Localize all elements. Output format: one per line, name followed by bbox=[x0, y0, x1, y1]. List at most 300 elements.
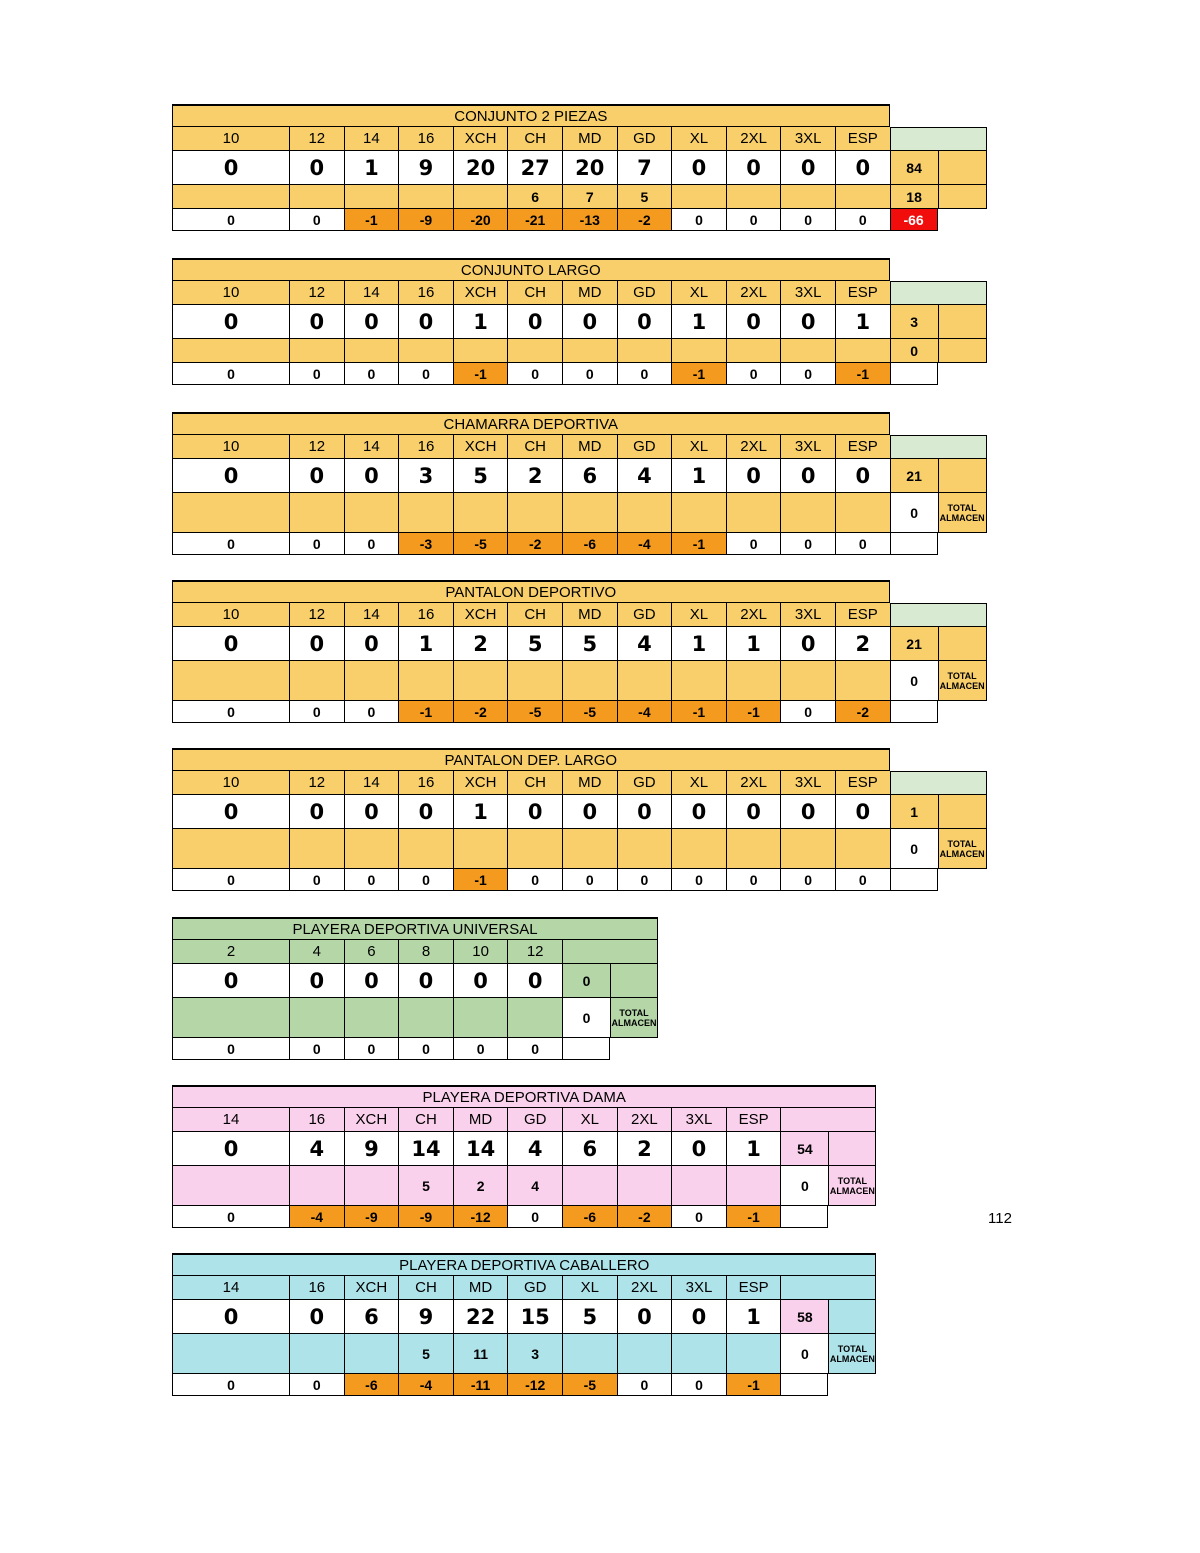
sub-total: 0 bbox=[890, 829, 938, 869]
total-almacen-label: TOTAL ALMACEN bbox=[828, 1166, 876, 1206]
block-title: PANTALON DEP. LARGO bbox=[172, 748, 890, 771]
main-qty: 9 bbox=[398, 1300, 453, 1334]
sub-qty bbox=[671, 829, 726, 869]
size-header: 8 bbox=[398, 940, 453, 964]
summary-header bbox=[890, 435, 987, 459]
main-qty: 0 bbox=[507, 964, 562, 998]
total-side-cell bbox=[938, 627, 987, 661]
summary-header bbox=[890, 603, 987, 627]
sub-qty bbox=[453, 829, 508, 869]
sub-qty bbox=[617, 339, 672, 363]
main-qty: 2 bbox=[453, 627, 508, 661]
diff-qty: 0 bbox=[172, 209, 289, 231]
size-header: MD bbox=[453, 1276, 508, 1300]
sub-qty bbox=[398, 998, 453, 1038]
diff-qty: 0 bbox=[172, 533, 289, 555]
sub-qty bbox=[780, 185, 835, 209]
main-qty: 0 bbox=[726, 459, 781, 493]
size-header: GD bbox=[507, 1108, 562, 1132]
sub-qty bbox=[726, 339, 781, 363]
main-qty: 0 bbox=[289, 795, 344, 829]
size-header: 14 bbox=[344, 435, 399, 459]
block-title: PLAYERA DEPORTIVA CABALLERO bbox=[172, 1253, 876, 1276]
diff-qty: -4 bbox=[289, 1206, 344, 1228]
diff-qty: -12 bbox=[453, 1206, 508, 1228]
sub-qty bbox=[562, 661, 617, 701]
sub-qty bbox=[726, 661, 781, 701]
main-qty: 9 bbox=[344, 1132, 399, 1166]
size-header: MD bbox=[453, 1108, 508, 1132]
sub-qty bbox=[835, 493, 890, 533]
main-qty: 1 bbox=[344, 151, 399, 185]
diff-qty: -9 bbox=[398, 209, 453, 231]
diff-qty: 0 bbox=[289, 1374, 344, 1396]
sub-qty bbox=[398, 185, 453, 209]
diff-total bbox=[780, 1374, 828, 1396]
diff-qty: -4 bbox=[617, 533, 672, 555]
size-header: 10 bbox=[172, 771, 289, 795]
sub-qty bbox=[289, 998, 344, 1038]
summary-header bbox=[780, 1108, 876, 1132]
total-side-cell bbox=[938, 459, 987, 493]
sub-qty bbox=[172, 185, 289, 209]
total-side-cell bbox=[610, 964, 658, 998]
total-almacen-label: TOTAL ALMACEN bbox=[938, 493, 987, 533]
sub-total: 0 bbox=[890, 661, 938, 701]
main-qty: 9 bbox=[398, 151, 453, 185]
diff-qty: 0 bbox=[172, 1038, 289, 1060]
size-header: 2XL bbox=[726, 281, 781, 305]
diff-qty: 0 bbox=[344, 1038, 399, 1060]
sub-qty: 7 bbox=[562, 185, 617, 209]
diff-qty: -6 bbox=[344, 1374, 399, 1396]
size-header: 2 bbox=[172, 940, 289, 964]
diff-qty: -1 bbox=[453, 869, 508, 891]
main-qty: 0 bbox=[835, 459, 890, 493]
summary-header bbox=[890, 281, 987, 305]
main-qty: 0 bbox=[671, 151, 726, 185]
diff-qty: 0 bbox=[172, 363, 289, 385]
block-title: CHAMARRA DEPORTIVA bbox=[172, 412, 890, 435]
size-header: XCH bbox=[344, 1276, 399, 1300]
main-qty: 0 bbox=[344, 795, 399, 829]
sub-qty bbox=[344, 998, 399, 1038]
size-header: 14 bbox=[344, 127, 399, 151]
diff-qty: -20 bbox=[453, 209, 508, 231]
diff-qty: -12 bbox=[507, 1374, 562, 1396]
sub-qty bbox=[453, 339, 508, 363]
main-qty: 0 bbox=[671, 1132, 726, 1166]
sub-total: 0 bbox=[562, 998, 610, 1038]
diff-qty: 0 bbox=[344, 363, 399, 385]
diff-total bbox=[890, 869, 938, 891]
sub-qty bbox=[344, 339, 399, 363]
sub-qty bbox=[172, 1166, 289, 1206]
size-header: 4 bbox=[289, 940, 344, 964]
size-header: XL bbox=[562, 1276, 617, 1300]
size-header: XL bbox=[671, 127, 726, 151]
main-qty: 3 bbox=[398, 459, 453, 493]
size-header: 16 bbox=[398, 771, 453, 795]
main-qty: 6 bbox=[562, 459, 617, 493]
size-header: GD bbox=[617, 603, 672, 627]
size-header: 16 bbox=[398, 603, 453, 627]
diff-qty: -1 bbox=[671, 363, 726, 385]
sub-qty: 5 bbox=[398, 1334, 453, 1374]
main-qty: 0 bbox=[617, 795, 672, 829]
main-qty: 0 bbox=[780, 151, 835, 185]
diff-qty: -2 bbox=[617, 209, 672, 231]
sub-qty bbox=[453, 661, 508, 701]
size-header: ESP bbox=[835, 603, 890, 627]
diff-qty: -1 bbox=[398, 701, 453, 723]
size-header: CH bbox=[398, 1108, 453, 1132]
size-header: 3XL bbox=[671, 1108, 726, 1132]
main-qty: 0 bbox=[398, 305, 453, 339]
main-qty: 0 bbox=[172, 964, 289, 998]
size-header: 3XL bbox=[780, 603, 835, 627]
summary-header bbox=[562, 940, 658, 964]
total-side-cell bbox=[938, 151, 987, 185]
diff-qty: 0 bbox=[671, 209, 726, 231]
diff-qty: -1 bbox=[453, 363, 508, 385]
sub-qty bbox=[453, 998, 508, 1038]
diff-total bbox=[562, 1038, 610, 1060]
main-qty: 4 bbox=[507, 1132, 562, 1166]
sub-qty bbox=[344, 661, 399, 701]
total-almacen-label: TOTAL ALMACEN bbox=[938, 829, 987, 869]
sub-qty: 4 bbox=[507, 1166, 562, 1206]
main-qty: 1 bbox=[726, 1132, 781, 1166]
size-header: GD bbox=[617, 771, 672, 795]
sub-qty bbox=[726, 185, 781, 209]
main-qty: 0 bbox=[172, 305, 289, 339]
diff-qty: 0 bbox=[289, 363, 344, 385]
sub-qty bbox=[562, 829, 617, 869]
diff-qty: -2 bbox=[617, 1206, 672, 1228]
total-almacen-label: TOTAL ALMACEN bbox=[610, 998, 658, 1038]
sub-qty bbox=[289, 661, 344, 701]
sub-qty bbox=[562, 493, 617, 533]
diff-qty: -1 bbox=[726, 1206, 781, 1228]
diff-qty: 0 bbox=[617, 363, 672, 385]
sub-total: 0 bbox=[780, 1166, 828, 1206]
diff-qty: -3 bbox=[398, 533, 453, 555]
diff-qty: 0 bbox=[507, 363, 562, 385]
diff-qty: 0 bbox=[835, 533, 890, 555]
diff-qty: 0 bbox=[289, 701, 344, 723]
main-qty: 0 bbox=[726, 151, 781, 185]
sub-qty bbox=[289, 339, 344, 363]
main-qty: 2 bbox=[507, 459, 562, 493]
diff-qty: -9 bbox=[344, 1206, 399, 1228]
diff-qty: 0 bbox=[172, 1374, 289, 1396]
size-header: 10 bbox=[453, 940, 508, 964]
diff-qty: 0 bbox=[617, 1374, 672, 1396]
diff-qty: -1 bbox=[835, 363, 890, 385]
size-header: XL bbox=[671, 603, 726, 627]
main-qty: 4 bbox=[617, 459, 672, 493]
diff-qty: -6 bbox=[562, 1206, 617, 1228]
sub-qty bbox=[562, 1166, 617, 1206]
sub-qty bbox=[835, 829, 890, 869]
main-qty: 0 bbox=[289, 305, 344, 339]
size-header: ESP bbox=[835, 771, 890, 795]
diff-qty: 0 bbox=[507, 1206, 562, 1228]
diff-qty: -13 bbox=[562, 209, 617, 231]
main-qty: 0 bbox=[780, 305, 835, 339]
total-side-cell bbox=[828, 1132, 876, 1166]
diff-qty: -1 bbox=[726, 1374, 781, 1396]
main-qty: 0 bbox=[726, 305, 781, 339]
size-header: CH bbox=[507, 435, 562, 459]
diff-qty: 0 bbox=[780, 701, 835, 723]
size-header: 2XL bbox=[726, 603, 781, 627]
main-qty: 15 bbox=[507, 1300, 562, 1334]
main-qty: 0 bbox=[835, 151, 890, 185]
size-header: XCH bbox=[344, 1108, 399, 1132]
main-qty: 0 bbox=[617, 1300, 672, 1334]
sub-total: 18 bbox=[890, 185, 938, 209]
main-qty: 1 bbox=[726, 627, 781, 661]
total-almacen-label: TOTAL ALMACEN bbox=[938, 661, 987, 701]
diff-qty: 0 bbox=[835, 869, 890, 891]
sub-qty bbox=[172, 493, 289, 533]
main-qty: 27 bbox=[507, 151, 562, 185]
size-header: XL bbox=[671, 771, 726, 795]
summary-header bbox=[890, 127, 987, 151]
diff-qty: 0 bbox=[726, 869, 781, 891]
diff-total bbox=[890, 363, 938, 385]
main-qty: 0 bbox=[726, 795, 781, 829]
sub-qty bbox=[617, 661, 672, 701]
main-qty: 0 bbox=[562, 795, 617, 829]
size-header: GD bbox=[617, 281, 672, 305]
sub-qty bbox=[780, 493, 835, 533]
main-qty: 0 bbox=[835, 795, 890, 829]
size-header: ESP bbox=[835, 435, 890, 459]
sub-qty bbox=[507, 661, 562, 701]
size-header: CH bbox=[507, 771, 562, 795]
sub-qty bbox=[780, 661, 835, 701]
diff-qty: 0 bbox=[780, 209, 835, 231]
size-header: XCH bbox=[453, 281, 508, 305]
main-qty: 7 bbox=[617, 151, 672, 185]
total-side-cell bbox=[828, 1300, 876, 1334]
size-header: 3XL bbox=[780, 281, 835, 305]
sub-qty bbox=[344, 493, 399, 533]
main-qty: 6 bbox=[562, 1132, 617, 1166]
diff-qty: 0 bbox=[617, 869, 672, 891]
size-header: 16 bbox=[289, 1108, 344, 1132]
main-qty: 0 bbox=[289, 459, 344, 493]
size-header: 2XL bbox=[726, 771, 781, 795]
sub-qty bbox=[780, 829, 835, 869]
main-qty: 0 bbox=[289, 627, 344, 661]
total-qty: 3 bbox=[890, 305, 938, 339]
size-header: GD bbox=[507, 1276, 562, 1300]
diff-qty: -6 bbox=[562, 533, 617, 555]
size-header: MD bbox=[562, 127, 617, 151]
main-qty: 0 bbox=[671, 795, 726, 829]
size-header: 10 bbox=[172, 435, 289, 459]
sub-qty bbox=[344, 185, 399, 209]
diff-qty: 0 bbox=[671, 869, 726, 891]
sub-qty: 11 bbox=[453, 1334, 508, 1374]
size-header: MD bbox=[562, 603, 617, 627]
sub-qty bbox=[398, 339, 453, 363]
main-qty: 0 bbox=[671, 1300, 726, 1334]
sub-qty bbox=[507, 493, 562, 533]
main-qty: 1 bbox=[671, 627, 726, 661]
main-qty: 0 bbox=[507, 305, 562, 339]
main-qty: 0 bbox=[344, 964, 399, 998]
diff-qty: 0 bbox=[671, 1206, 726, 1228]
main-qty: 1 bbox=[398, 627, 453, 661]
diff-qty: -2 bbox=[835, 701, 890, 723]
size-header: GD bbox=[617, 435, 672, 459]
main-qty: 5 bbox=[562, 627, 617, 661]
diff-qty: -21 bbox=[507, 209, 562, 231]
main-qty: 1 bbox=[835, 305, 890, 339]
diff-qty: 0 bbox=[507, 1038, 562, 1060]
total-qty: 58 bbox=[780, 1300, 828, 1334]
diff-total bbox=[890, 533, 938, 555]
size-header: XCH bbox=[453, 771, 508, 795]
diff-qty: 0 bbox=[835, 209, 890, 231]
sub-qty bbox=[289, 1166, 344, 1206]
sub-qty bbox=[344, 1166, 399, 1206]
size-header: 10 bbox=[172, 281, 289, 305]
size-header: 12 bbox=[289, 603, 344, 627]
size-header: 14 bbox=[344, 771, 399, 795]
sub-qty bbox=[835, 339, 890, 363]
sub-qty: 5 bbox=[398, 1166, 453, 1206]
size-header: 14 bbox=[172, 1108, 289, 1132]
size-header: 3XL bbox=[780, 127, 835, 151]
diff-total bbox=[780, 1206, 828, 1228]
sub-qty bbox=[562, 339, 617, 363]
size-header: CH bbox=[507, 281, 562, 305]
size-header: 14 bbox=[344, 603, 399, 627]
size-header: CH bbox=[398, 1276, 453, 1300]
sub-qty: 2 bbox=[453, 1166, 508, 1206]
size-header: XL bbox=[671, 281, 726, 305]
diff-qty: 0 bbox=[398, 869, 453, 891]
sub-qty bbox=[453, 185, 508, 209]
sub-qty bbox=[835, 185, 890, 209]
size-header: 3XL bbox=[780, 435, 835, 459]
size-header: 12 bbox=[289, 281, 344, 305]
size-header: MD bbox=[562, 771, 617, 795]
size-header: 3XL bbox=[780, 771, 835, 795]
sub-qty bbox=[671, 339, 726, 363]
size-header: 2XL bbox=[617, 1108, 672, 1132]
size-header: 14 bbox=[172, 1276, 289, 1300]
main-qty: 0 bbox=[172, 627, 289, 661]
diff-qty: -5 bbox=[507, 701, 562, 723]
sub-qty bbox=[289, 829, 344, 869]
size-header: 12 bbox=[289, 771, 344, 795]
size-header: ESP bbox=[726, 1276, 781, 1300]
main-qty: 0 bbox=[289, 964, 344, 998]
main-qty: 14 bbox=[398, 1132, 453, 1166]
sub-qty bbox=[172, 1334, 289, 1374]
diff-qty: -2 bbox=[453, 701, 508, 723]
size-header: 10 bbox=[172, 603, 289, 627]
sub-qty bbox=[562, 1334, 617, 1374]
size-header: 2XL bbox=[726, 435, 781, 459]
diff-qty: -1 bbox=[344, 209, 399, 231]
size-header: CH bbox=[507, 603, 562, 627]
size-header: ESP bbox=[835, 127, 890, 151]
diff-total: -66 bbox=[890, 209, 938, 231]
size-header: MD bbox=[562, 435, 617, 459]
diff-qty: 0 bbox=[780, 533, 835, 555]
diff-qty: 0 bbox=[344, 533, 399, 555]
size-header: ESP bbox=[726, 1108, 781, 1132]
main-qty: 22 bbox=[453, 1300, 508, 1334]
sub-qty bbox=[617, 493, 672, 533]
diff-qty: 0 bbox=[453, 1038, 508, 1060]
diff-qty: 0 bbox=[398, 363, 453, 385]
block-title: PANTALON DEPORTIVO bbox=[172, 580, 890, 603]
total-qty: 21 bbox=[890, 459, 938, 493]
sub-qty bbox=[172, 339, 289, 363]
diff-qty: -5 bbox=[562, 701, 617, 723]
main-qty: 4 bbox=[289, 1132, 344, 1166]
sub-qty bbox=[289, 185, 344, 209]
diff-qty: -4 bbox=[398, 1374, 453, 1396]
page-number: 112 bbox=[988, 1210, 1012, 1227]
main-qty: 20 bbox=[453, 151, 508, 185]
diff-qty: 0 bbox=[562, 363, 617, 385]
sub-qty bbox=[172, 829, 289, 869]
main-qty: 1 bbox=[671, 459, 726, 493]
main-qty: 0 bbox=[507, 795, 562, 829]
main-qty: 0 bbox=[344, 305, 399, 339]
sub-side-cell bbox=[938, 339, 987, 363]
total-qty: 0 bbox=[562, 964, 610, 998]
block-title: PLAYERA DEPORTIVA UNIVERSAL bbox=[172, 917, 658, 940]
diff-qty: -1 bbox=[671, 701, 726, 723]
diff-qty: -1 bbox=[726, 701, 781, 723]
diff-qty: 0 bbox=[398, 1038, 453, 1060]
size-header: XCH bbox=[453, 127, 508, 151]
main-qty: 6 bbox=[344, 1300, 399, 1334]
sub-qty bbox=[289, 493, 344, 533]
size-header: 2XL bbox=[617, 1276, 672, 1300]
diff-qty: -4 bbox=[617, 701, 672, 723]
sub-total: 0 bbox=[780, 1334, 828, 1374]
sub-side-cell bbox=[938, 185, 987, 209]
main-qty: 0 bbox=[398, 795, 453, 829]
main-qty: 0 bbox=[289, 1300, 344, 1334]
main-qty: 0 bbox=[780, 627, 835, 661]
sub-qty bbox=[344, 829, 399, 869]
block-title: CONJUNTO LARGO bbox=[172, 258, 890, 281]
size-header: GD bbox=[617, 127, 672, 151]
sub-qty bbox=[671, 1166, 726, 1206]
main-qty: 0 bbox=[344, 459, 399, 493]
total-side-cell bbox=[938, 305, 987, 339]
sub-qty bbox=[172, 661, 289, 701]
sub-qty bbox=[671, 661, 726, 701]
sub-qty bbox=[726, 1166, 781, 1206]
diff-qty: 0 bbox=[172, 1206, 289, 1228]
main-qty: 0 bbox=[780, 795, 835, 829]
size-header: 3XL bbox=[671, 1276, 726, 1300]
